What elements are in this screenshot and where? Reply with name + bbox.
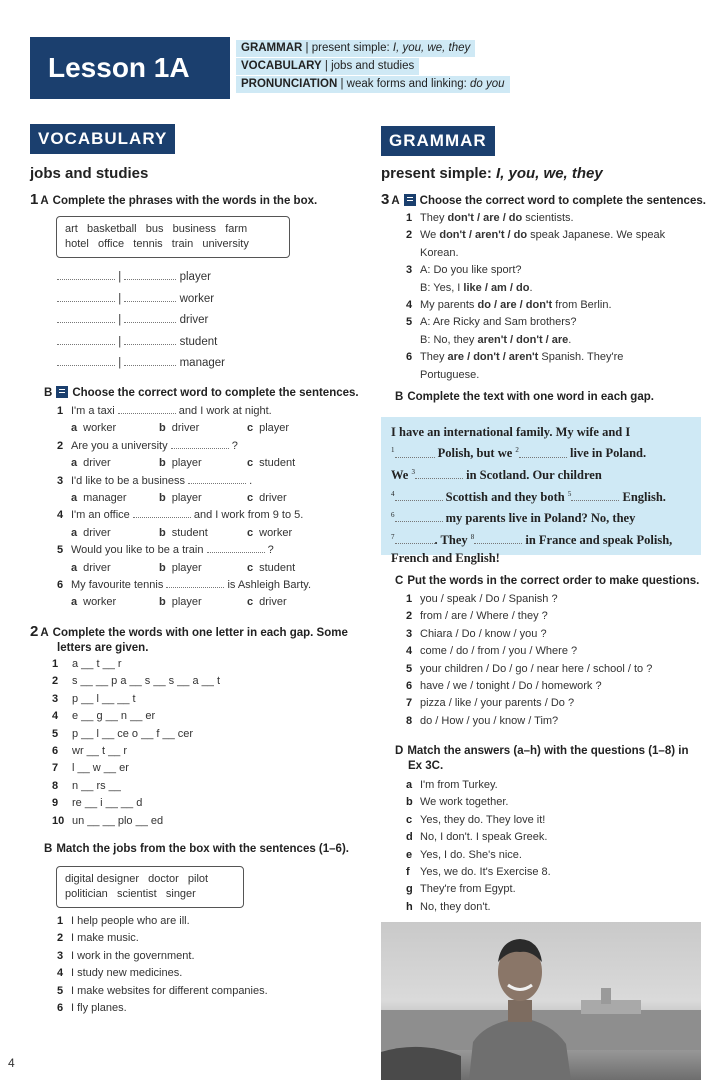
answer-item: h No, they don't. [406,900,491,913]
answer-gap[interactable] [124,291,176,302]
answer-item: e Yes, I do. She's nice. [406,848,522,861]
ex2b-word-box: digital designer doctor pilot politician scientist singer [56,866,244,908]
word-choice[interactable]: like / am / do [463,281,530,294]
grammar-subheading: present simple: I, you, we, they [381,165,603,182]
question-item: 5 your children / Do / go / near here / school / to ? [406,662,653,675]
option-a[interactable]: a worker [71,596,117,609]
lesson-meta [236,40,510,94]
question-item: 4 I'm an office and I work from 9 to 5. [57,509,304,522]
answer-gap[interactable] [395,533,435,544]
phrase-row: | worker [57,289,225,311]
option-c[interactable]: c worker [247,526,293,539]
answer-gap[interactable] [395,447,435,458]
question-item: 7 pizza / like / your parents / Do ? [406,697,575,710]
answer-gap[interactable] [207,542,265,553]
question-item: B: Yes, I like / am / do. [420,281,533,294]
answer-gap[interactable] [395,511,443,522]
answer-gap[interactable] [57,312,115,323]
ex1a-phrases [57,267,225,375]
worksheet-icon [56,386,68,398]
answer-gap[interactable] [124,355,176,366]
ex1b-items [57,403,335,612]
answer-gap[interactable] [57,334,115,345]
meta-vocabulary: VOCABULARY | jobs and studies [236,58,419,75]
option-c[interactable]: c student [247,561,296,574]
ex3a-instruction: 3 A Choose the correct word to complete the sentences. [381,191,706,208]
question-item: 6 They are / don't / aren't Spanish. They're [406,351,624,364]
answer-options [57,525,335,542]
photo-man-by-sea [381,922,701,1080]
ex1a-word-box: art basketball bus business farm hotel office tennis train university [56,216,290,258]
ex3b-instruction: B Complete the text with one word in each gap. [395,391,654,403]
answer-gap[interactable] [124,312,176,323]
grammar-heading: GRAMMAR [381,126,495,156]
question-item: 5 A: Are Ricky and Sam brothers? [406,316,577,329]
phrase-row: | manager [57,353,225,375]
ex2a-instruction: 2 A Complete the words with one letter in each gap. Some letters are given. [30,623,348,654]
vocabulary-heading: VOCABULARY [30,124,175,154]
answer-gap[interactable] [57,355,115,366]
phrase-row: | driver [57,310,225,332]
question-item: 6 My favourite tennis is Ashleigh Barty. [57,579,312,592]
word-choice[interactable]: are / don't / aren't [447,351,539,364]
sentence-item: 2 I make music. [57,932,139,945]
worksheet-icon [404,194,416,206]
question-item: 5 Would you like to be a train ? [57,544,274,557]
word-choice[interactable]: don't / aren't / do [439,229,528,242]
ex2a-items [52,656,220,830]
option-c[interactable]: c student [247,457,296,470]
word-gap-item[interactable]: 10 un __ __ plo __ ed [52,814,164,827]
option-a[interactable]: a driver [71,561,111,574]
option-b[interactable]: b student [159,526,208,539]
answer-gap[interactable] [171,438,229,449]
sentence-item: 1 I help people who are ill. [57,915,190,927]
word-gap-item[interactable]: 9 re __ i __ __ d [52,797,143,810]
answer-options [57,455,335,472]
option-b[interactable]: b driver [159,422,200,435]
ex3a-items [406,210,665,384]
answer-gap[interactable] [166,577,224,588]
question-item: 2 We don't / aren't / do speak Japanese. We speak [406,229,666,242]
question-item-continuation: Portuguese. [420,368,480,381]
answer-gap[interactable] [124,269,176,280]
answer-gap[interactable] [395,490,443,501]
question-item: 2 Are you a university ? [57,439,238,452]
answer-item: g They're from Egypt. [406,883,516,896]
question-item: 1 They don't / are / do scientists. [406,212,574,224]
question-item: 8 do / How / you / know / Tim? [406,714,559,727]
answer-gap[interactable] [571,490,619,501]
ex3b-text-box: I have an international family. My wife and I $^1$ Polish, but we $^2$ live in Poland. We $^3$ in Scotland. Our children $^4$ Scottish and they both $^5$ English. $^6$ my parents live in Poland? No, they $^7$ . They $^8$ in France and speak Polish, French and English! [381,417,701,555]
ex3c-items [406,591,652,730]
sentence-item: 5 I make websites for different companies. [57,984,268,997]
answer-gap[interactable] [124,334,176,345]
word-gap-item[interactable]: 5 p __ l __ ce o __ f __ cer [52,727,194,740]
meta-grammar: GRAMMAR | present simple: I, you, we, they [236,40,475,57]
question-item-continuation: Korean. [420,246,459,259]
phrase-row: | student [57,332,225,354]
word-gap-item[interactable]: 2 s __ __ p a __ s __ s __ a __ t [52,675,220,688]
option-a[interactable]: a driver [71,526,111,539]
word-gap-item[interactable]: 8 n __ rs __ [52,779,121,792]
option-a[interactable]: a manager [71,492,127,505]
answer-gap[interactable] [188,473,246,484]
option-b[interactable]: b player [159,596,202,609]
answer-item: c Yes, they do. They love it! [406,813,546,826]
answer-item: d No, I don't. I speak Greek. [406,831,548,844]
ex3d-instruction: D Match the answers (a–h) with the questions (1–8) in Ex 3C. [395,745,689,772]
question-item: 4 come / do / from / you / Where ? [406,645,578,658]
sentence-item: 6 I fly planes. [57,1002,127,1015]
word-choice[interactable]: don't / are / do [447,212,523,224]
answer-options [57,420,335,437]
question-item: 1 I'm a taxi and I work at night. [57,405,272,417]
ex3d-items [406,777,551,916]
answer-options [57,490,335,507]
question-item: 3 A: Do you like sport? [406,264,522,277]
option-b[interactable]: b player [159,561,202,574]
option-b[interactable]: b player [159,457,202,470]
ex1a-instruction: 1 A Complete the phrases with the words in the box. [30,191,318,208]
word-choice[interactable]: do / are / don't [477,299,553,312]
vocabulary-subheading: jobs and studies [30,165,149,182]
question-item: 3 Chiara / Do / know / you ? [406,627,547,640]
option-b[interactable]: b player [159,492,202,505]
option-c[interactable]: c player [247,422,290,435]
page-number: 4 [8,1056,15,1070]
ex2b-instruction: B Match the jobs from the box with the sentences (1–6). [44,843,349,855]
answer-gap[interactable] [519,447,567,458]
answer-item: a I'm from Turkey. [406,779,498,791]
question-item: 1 you / speak / Do / Spanish ? [406,593,558,605]
answer-item: f Yes, we do. It's Exercise 8. [406,866,551,879]
word-gap-item[interactable]: 1 a __ t __ r [52,658,122,670]
question-item: 4 My parents do / are / don't from Berlin. [406,299,612,312]
answer-item: b We work together. [406,796,509,809]
answer-options [57,560,335,577]
word-gap-item[interactable]: 4 e __ g __ n __ er [52,710,156,723]
meta-pronunciation: PRONUNCIATION | weak forms and linking: do you [236,76,510,93]
answer-options [57,594,335,611]
word-choice[interactable]: aren't / don't / are [477,333,569,346]
sentence-item: 4 I study new medicines. [57,967,183,980]
answer-gap[interactable] [57,291,115,302]
answer-gap[interactable] [118,403,176,414]
answer-gap[interactable] [474,533,522,544]
phrase-row: | player [57,267,225,289]
photo-illustration [381,922,701,1080]
word-gap-item[interactable]: 7 l __ w __ er [52,762,129,775]
ex3c-instruction: C Put the words in the correct order to make questions. [395,575,700,587]
word-gap-item[interactable]: 3 p __ l __ __ t [52,692,136,705]
lesson-title: Lesson 1A [30,37,230,99]
ex1b-instruction: B Choose the correct word to complete the sentences. [44,387,359,399]
ex2b-items [57,913,268,1017]
question-item: 6 have / we / tonight / Do / homework ? [406,680,602,693]
answer-gap[interactable] [133,507,191,518]
word-gap-item[interactable]: 6 wr __ t __ r [52,745,128,758]
sentence-item: 3 I work in the government. [57,949,195,962]
question-item: 2 from / are / Where / they ? [406,610,548,623]
option-c[interactable]: c driver [247,596,287,609]
question-item: 3 I'd like to be a business . [57,474,253,487]
answer-gap[interactable] [57,269,115,280]
option-c[interactable]: c driver [247,492,287,505]
option-a[interactable]: a driver [71,457,111,470]
answer-gap[interactable] [415,468,463,479]
question-item: B: No, they aren't / don't / are. [420,333,572,346]
option-a[interactable]: a worker [71,422,117,435]
